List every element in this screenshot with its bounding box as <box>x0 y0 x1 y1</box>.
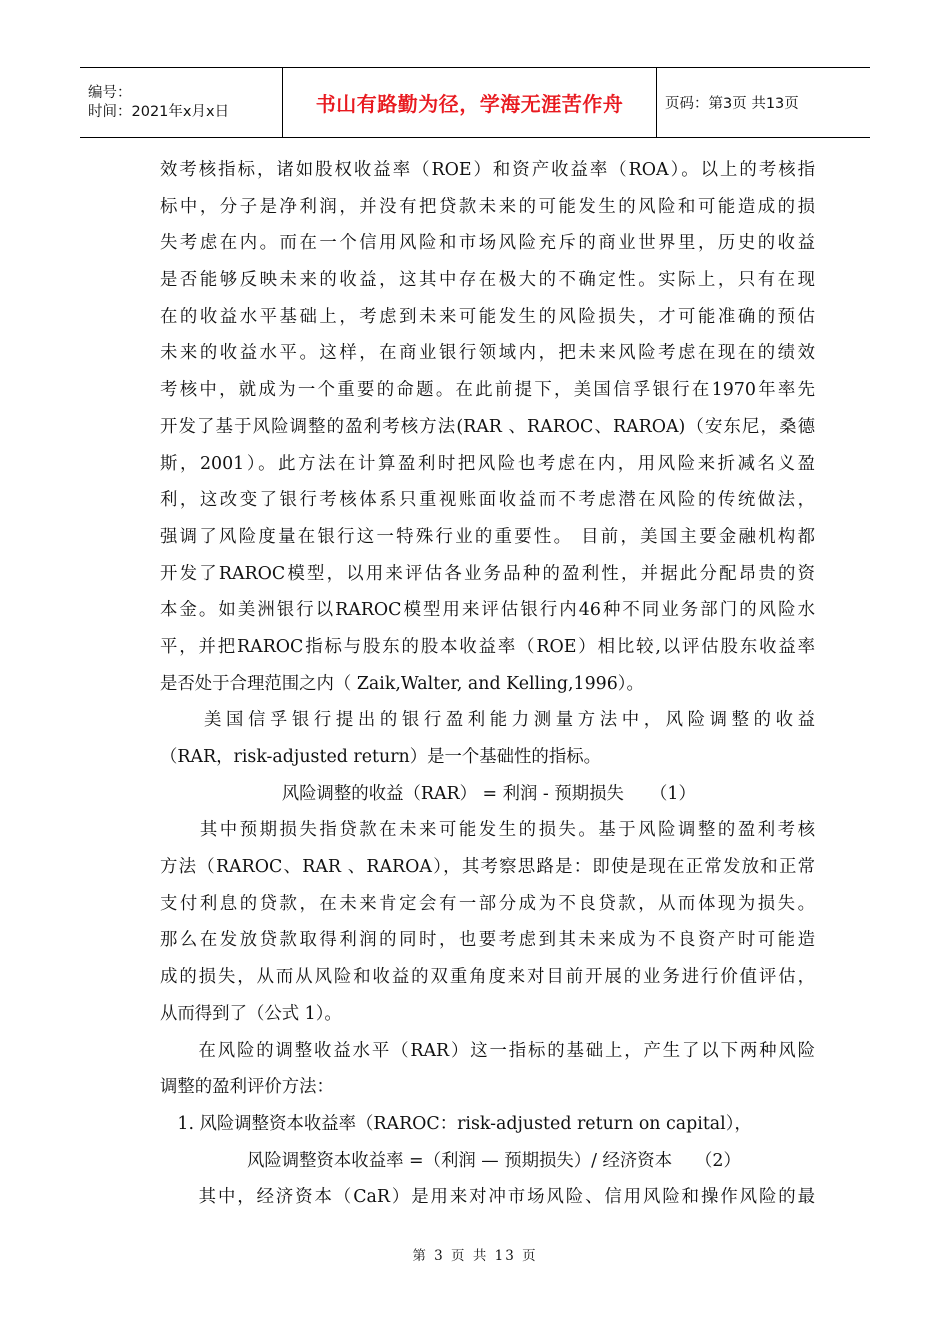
body-line: 调整的盈利评价方法： <box>160 1077 334 1098</box>
document-number-label: 编号： <box>88 84 132 101</box>
body-line: 利，这改变了银行考核体系只重视账面收益而不考虑潜在风险的传统做法， <box>160 490 815 511</box>
body-line: 在的收益水平基础上，考虑到未来可能发生的风险损失，才可能准确的预估 <box>160 306 815 327</box>
body-line: 考核中，就成为一个重要的命题。在此前提下，美国信孚银行在1970年率先 <box>160 380 815 401</box>
body-line: 本金。如美洲银行以RAROC模型用来评估银行内46种不同业务部门的风险水 <box>160 600 815 621</box>
body-line: 美国信孚银行提出的银行盈利能力测量方法中，风险调整的收益 <box>160 710 815 731</box>
body-line: 其中，经济资本（CaR）是用来对冲市场风险、信用风险和操作风险的最 <box>160 1187 815 1208</box>
body-line: 开发了RAROC模型，以用来评估各业务品种的盈利性，并据此分配昂贵的资 <box>160 563 815 584</box>
body-line: 是否处于合理范围之内（ Zaik,Walter, and Kelling,1996）。 <box>160 673 644 694</box>
list-item-1: 1. 风险调整资本收益率（RAROC：risk-adjusted return on capital）， <box>160 1113 752 1134</box>
body-line: 成的损失，从而从风险和收益的双重角度来对目前开展的业务进行价值评估， <box>160 967 815 988</box>
header-motto: 书山有路勤为径，学海无涯苦作舟 <box>315 92 624 116</box>
body-line: 从而得到了（公式 1）。 <box>160 1003 342 1024</box>
body-line: 开发了基于风险调整的盈利考核方法(RAR 、RAROC、RAROA)（安东尼，桑德 <box>160 416 815 437</box>
document-time-label: 时间：2021年x月x日 <box>88 103 230 120</box>
body-line: 支付利息的贷款，在未来肯定会有一部分成为不良贷款，从而体现为损失。 <box>160 893 815 914</box>
header-page-number: 页码：第3页 共13页 <box>665 96 799 112</box>
page-header <box>80 67 870 138</box>
body-line: 是否能够反映未来的收益，这其中存在极大的不确定性。实际上，只有在现 <box>160 270 815 291</box>
body-line: 那么在发放贷款取得利润的同时，也要考虑到其未来成为不良资产时可能造 <box>160 930 815 951</box>
body-line: （RAR，risk-adjusted return）是一个基础性的指标。 <box>160 747 601 767</box>
formula-2: 风险调整资本收益率 =（利润 — 预期损失）/ 经济资本 （2） <box>160 1150 741 1171</box>
header-page-cell <box>657 68 870 137</box>
document-body <box>160 152 815 1216</box>
body-line: 强调了风险度量在银行这一特殊行业的重要性。 目前，美国主要金融机构都 <box>160 526 815 547</box>
header-motto-cell <box>282 68 657 137</box>
body-line: 方法（RAROC、RAR 、RAROA），其考察思路是：即使是现在正常发放和正常 <box>160 857 815 878</box>
body-line: 其中预期损失指贷款在未来可能发生的损失。基于风险调整的盈利考核 <box>160 820 815 841</box>
body-line: 平，并把RAROC指标与股东的股本收益率（ROE）相比较,以评估股东收益率 <box>160 636 815 657</box>
body-line: 在风险的调整收益水平（RAR）这一指标的基础上，产生了以下两种风险 <box>160 1040 815 1061</box>
header-meta <box>80 68 282 137</box>
page-footer: 第 3 页 共 13 页 <box>412 1248 538 1264</box>
body-line: 失考虑在内。而在一个信用风险和市场风险充斥的商业世界里，历史的收益 <box>160 233 815 254</box>
body-line: 效考核指标，诸如股权收益率（ROE）和资产收益率（ROA）。以上的考核指 <box>160 160 815 180</box>
body-line: 斯，2001）。此方法在计算盈利时把风险也考虑在内，用风险来折减名义盈 <box>160 453 815 474</box>
formula-1: 风险调整的收益（RAR） = 利润 - 预期损失 （1） <box>160 783 696 804</box>
body-line: 标中，分子是净利润，并没有把贷款未来的可能发生的风险和可能造成的损 <box>160 196 815 217</box>
body-line: 未来的收益水平。这样，在商业银行领域内，把未来风险考虑在现在的绩效 <box>160 343 815 364</box>
